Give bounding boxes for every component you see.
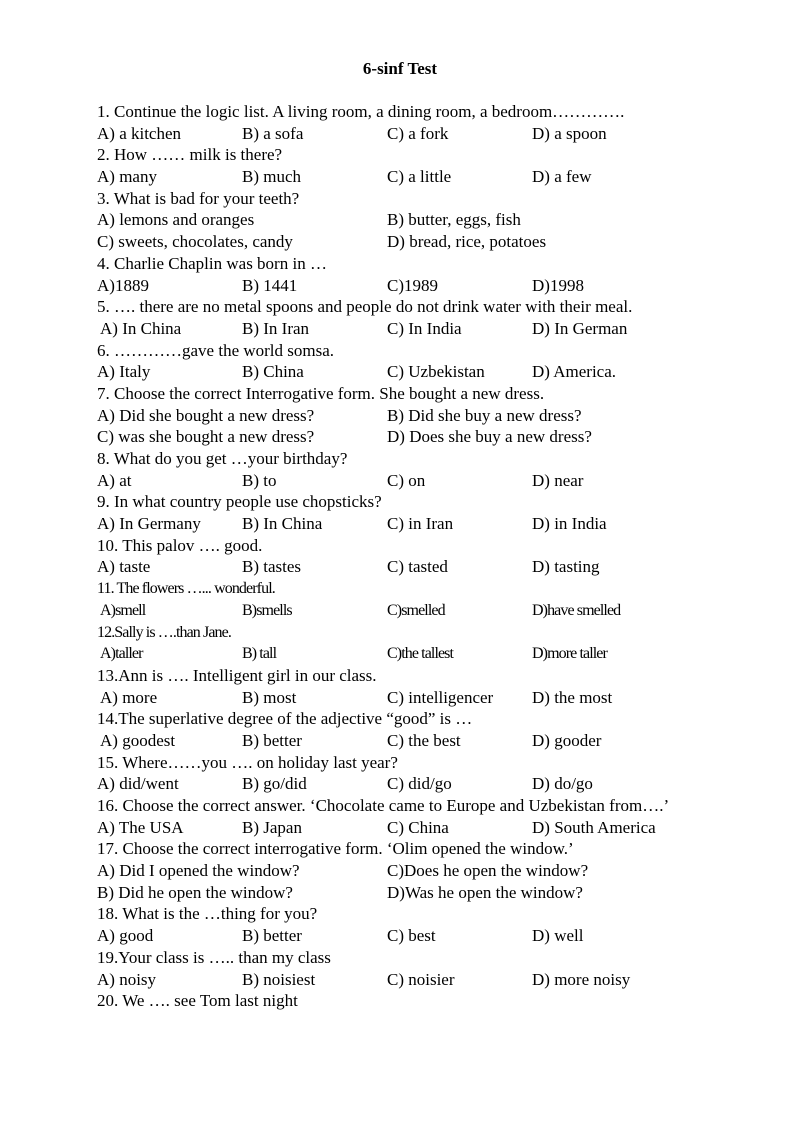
option-c: C)the tallest [387, 645, 454, 663]
option-d: D) a spoon [532, 123, 607, 143]
option-c: C) best [387, 926, 436, 946]
option-b: B)smells [242, 601, 292, 619]
answer-row [97, 773, 737, 795]
option-b: B) Did she buy a new dress? [387, 405, 582, 425]
answer-row [97, 730, 737, 752]
option-d: D) tasting [532, 557, 600, 577]
answer-row [97, 318, 737, 340]
option-d: D) do/go [532, 774, 593, 794]
question-9: 9. In what country people use chopsticks? [97, 492, 382, 512]
question-11: 11. The flowers …... wonderful. [97, 580, 275, 598]
option-a: A)taller [100, 645, 143, 663]
option-a: A) taste [97, 557, 151, 577]
option-b: B) tall [242, 645, 277, 663]
answer-row [97, 513, 737, 535]
option-c: C) tasted [387, 557, 448, 577]
option-c: C) in Iran [387, 514, 454, 534]
answer-row [97, 405, 737, 427]
question-1: 1. Continue the logic list. A living room, a dining room, a bedroom…………. [97, 102, 625, 121]
option-d: D) in India [532, 514, 607, 534]
option-b: B) better [242, 730, 302, 750]
option-a: A) The USA [97, 817, 184, 837]
question-3: 3. What is bad for your teeth? [97, 188, 300, 208]
answer-row [97, 209, 737, 231]
answer-row [97, 231, 737, 253]
question-12: 12.Sally is ….than Jane. [97, 623, 231, 641]
option-b: B) much [242, 167, 302, 187]
option-b: B) 1441 [242, 275, 298, 295]
option-d: D) Does she buy a new dress? [387, 427, 592, 447]
option-b: B) In China [242, 514, 323, 534]
answer-row [97, 361, 737, 383]
option-a: A) at [97, 470, 132, 490]
question-17: 17. Choose the correct interrogative form. ‘Olim opened the window.’ [97, 839, 574, 859]
option-c: C) a little [387, 167, 452, 187]
answer-row [97, 817, 737, 839]
option-c: C) on [387, 470, 426, 490]
option-b: B) noisiest [242, 969, 316, 989]
answer-row [97, 969, 737, 991]
question-10: 10. This palov …. good. [97, 535, 263, 555]
question-16: 16. Choose the correct answer. ‘Chocolate came to Europe and Uzbekistan from….’ [97, 796, 670, 815]
option-b: B) In Iran [242, 318, 310, 338]
option-d: D) near [532, 470, 584, 490]
option-c: C) was she bought a new dress? [97, 427, 315, 447]
option-c: C) a fork [387, 123, 449, 143]
question-6: 6. …………gave the world somsa. [97, 340, 335, 360]
option-a: A) In Germany [97, 514, 201, 534]
option-c: C)smelled [387, 601, 445, 619]
question-list [97, 101, 737, 1012]
option-b: B) a sofa [242, 123, 304, 143]
option-c: C) the best [387, 730, 461, 750]
question-7: 7. Choose the correct Interrogative form. She bought a new dress. [97, 383, 545, 403]
option-c: C) China [387, 817, 449, 837]
option-a: A) Italy [97, 362, 151, 382]
answer-row [97, 275, 737, 297]
answer-row [97, 166, 737, 188]
option-b: B) most [242, 687, 297, 707]
option-d: D) America. [532, 362, 617, 382]
answer-row [97, 470, 737, 492]
answer-row [97, 860, 737, 882]
option-d: D) gooder [532, 730, 602, 750]
option-c: C) did/go [387, 774, 452, 794]
option-b: B) Japan [242, 817, 302, 837]
option-d: D)1998 [532, 275, 584, 295]
option-b: B) Did he open the window? [97, 882, 293, 902]
option-a: A) good [97, 926, 154, 946]
question-18: 18. What is the …thing for you? [97, 904, 318, 924]
option-a: A)1889 [97, 275, 149, 295]
question-13: 13.Ann is …. Intelligent girl in our class. [97, 665, 377, 685]
option-a: A) noisy [97, 969, 157, 989]
option-d: D) more noisy [532, 969, 631, 989]
question-5: 5. …. there are no metal spoons and people do not drink water with their meal. [97, 297, 633, 317]
option-a: A) many [97, 167, 157, 187]
answer-row [97, 556, 737, 578]
option-d: D) a few [532, 167, 592, 187]
question-4: 4. Charlie Chaplin was born in … [97, 253, 327, 273]
option-a: A) Did I opened the window? [97, 861, 300, 881]
option-b: B) better [242, 926, 302, 946]
option-a: A) Did she bought a new dress? [97, 405, 315, 425]
option-c: C) In India [387, 318, 462, 338]
answer-row [97, 600, 737, 622]
option-c: C) noisier [387, 969, 455, 989]
option-a: A) a kitchen [97, 123, 182, 143]
option-c: C) Uzbekistan [387, 362, 485, 382]
option-b: B) China [242, 362, 304, 382]
option-a: A) lemons and oranges [97, 210, 255, 230]
question-15: 15. Where……you …. on holiday last year? [97, 752, 398, 772]
question-8: 8. What do you get …your birthday? [97, 449, 348, 468]
question-20: 20. We …. see Tom last night [97, 991, 298, 1011]
answer-row [97, 925, 737, 947]
option-a: A) more [100, 687, 158, 707]
option-a: A) did/went [97, 774, 179, 794]
option-b: B) butter, eggs, fish [387, 210, 521, 230]
option-d: D) bread, rice, potatoes [387, 232, 547, 252]
answer-row [97, 123, 737, 145]
question-2: 2. How …… milk is there? [97, 145, 283, 165]
option-b: B) to [242, 470, 277, 490]
answer-row [97, 882, 737, 904]
option-d: D) In German [532, 318, 628, 338]
option-b: B) go/did [242, 774, 307, 794]
question-14: 14.The superlative degree of the adjective “good” is … [97, 709, 473, 729]
option-d: D) well [532, 926, 584, 946]
option-c: C) intelligencer [387, 687, 494, 707]
option-d: D) South America [532, 817, 656, 837]
option-d: D)Was he open the window? [387, 882, 583, 902]
option-d: D) the most [532, 687, 613, 707]
option-b: B) tastes [242, 557, 302, 577]
answer-row [97, 643, 737, 665]
page-title: 6-sinf Test [362, 59, 438, 78]
question-19: 19.Your class is ….. than my class [97, 947, 331, 967]
option-c: C)Does he open the window? [387, 861, 589, 881]
answer-row [97, 687, 737, 709]
option-c: C) sweets, chocolates, candy [97, 232, 293, 252]
option-c: C)1989 [387, 275, 438, 295]
option-a: A) In China [100, 318, 182, 338]
option-d: D)more taller [532, 645, 607, 663]
option-d: D)have smelled [532, 601, 621, 619]
option-a: A)smell [100, 601, 146, 619]
option-a: A) goodest [100, 730, 176, 750]
answer-row [97, 426, 737, 448]
